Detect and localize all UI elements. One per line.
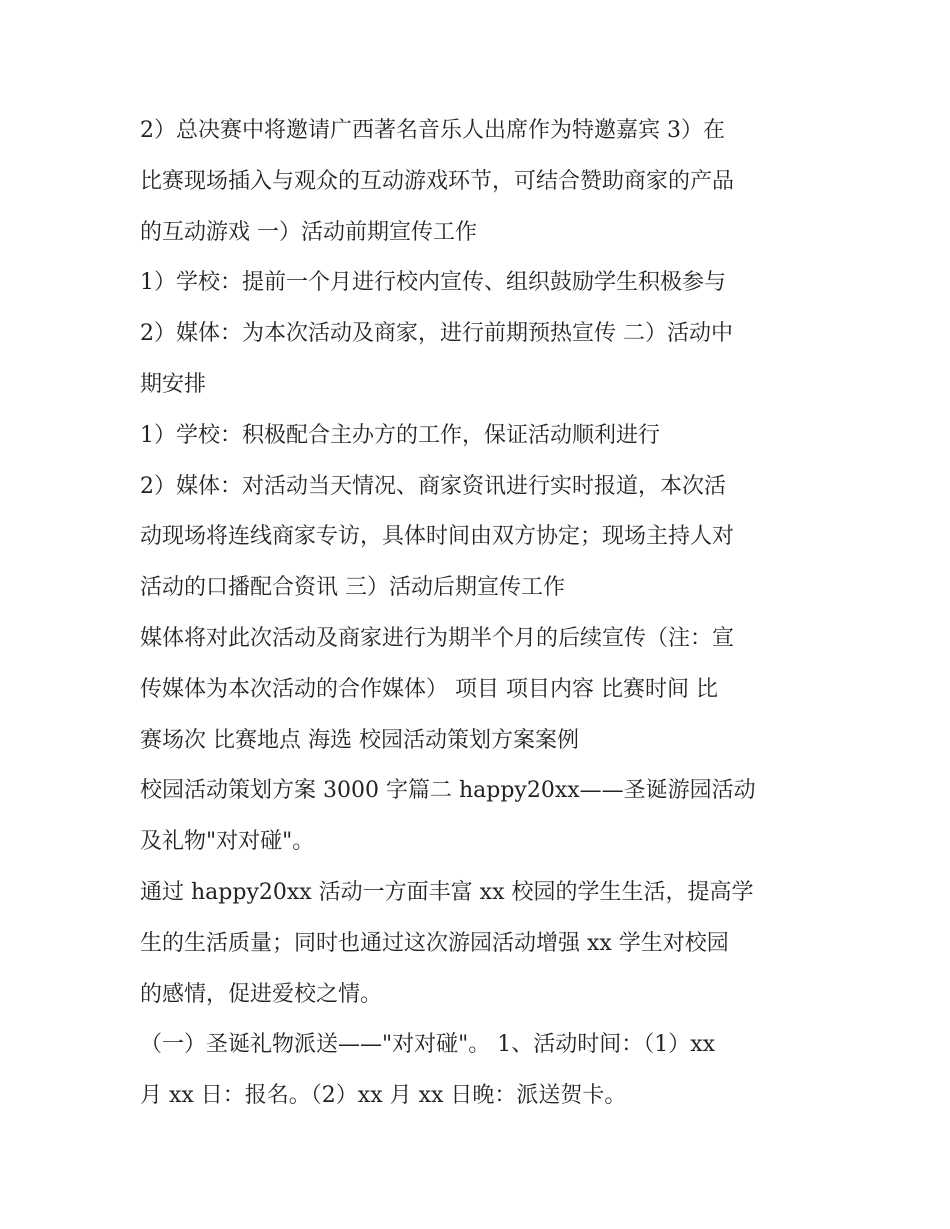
- text-line: 通过 happy20xx 活动一方面丰富 xx 校园的学生生活，提高学: [140, 879, 754, 905]
- text-line: 比赛现场插入与观众的互动游戏环节，可结合赞助商家的产品: [140, 168, 735, 194]
- text-line: 期安排: [140, 371, 207, 397]
- text-line: 2）媒体：对活动当天情况、商家资讯进行实时报道，本次活: [140, 473, 726, 499]
- text-line: 活动的口播配合资讯 三）活动后期宣传工作: [140, 575, 565, 601]
- text-line: 2）媒体：为本次活动及商家，进行前期预热宣传 二）活动中: [140, 321, 733, 347]
- text-line: 的感情，促进爱校之情。: [140, 981, 383, 1007]
- text-line: 赛场次 比赛地点 海选 校园活动策划方案案例: [140, 727, 579, 753]
- text-line: 的互动游戏 一）活动前期宣传工作: [140, 219, 477, 245]
- text-line: 传媒体为本次活动的合作媒体） 项目 项目内容 比赛时间 比: [140, 676, 718, 702]
- text-line: 校园活动策划方案 3000 字篇二 happy20xx——圣诞游园活动: [140, 778, 756, 804]
- text-line: 及礼物"对对碰"。: [140, 829, 315, 855]
- text-line: 动现场将连线商家专访，具体时间由双方协定；现场主持人对: [140, 524, 735, 550]
- text-line: 月 xx 日：报名。（2）xx 月 xx 日晚：派送贺卡。: [140, 1083, 627, 1109]
- text-line: （一）圣诞礼物派送——"对对碰"。 1、活动时间：（1）xx: [140, 1032, 716, 1058]
- text-line: 1）学校：提前一个月进行校内宣传、组织鼓励学生积极参与: [140, 270, 726, 296]
- text-line: 生的生活质量；同时也通过这次游园活动增强 xx 学生对校园: [140, 930, 729, 956]
- text-line: 1）学校：积极配合主办方的工作，保证活动顺利进行: [140, 422, 660, 448]
- text-line: 媒体将对此次活动及商家进行为期半个月的后续宣传（注：宣: [140, 625, 735, 651]
- text-line: 2）总决赛中将邀请广西著名音乐人出席作为特邀嘉宾 3）在: [140, 118, 725, 143]
- document-body: [140, 106, 830, 1122]
